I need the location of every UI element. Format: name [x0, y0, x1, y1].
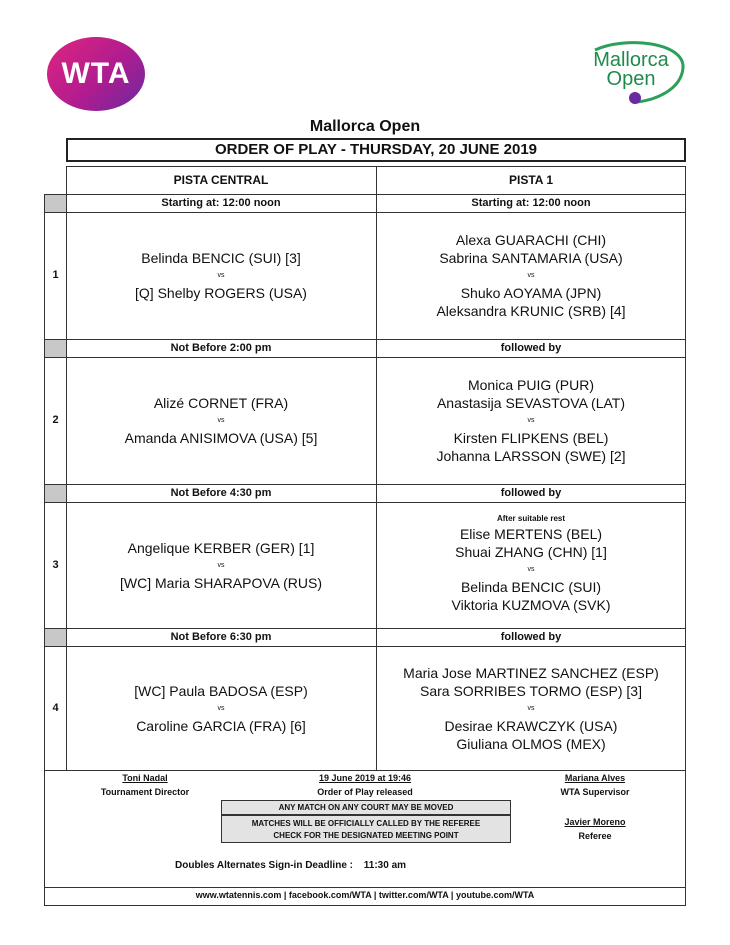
player: Sara SORRIBES TORMO (ESP) [3]: [420, 682, 642, 699]
round-number: 2: [52, 414, 59, 426]
round-right-start: Starting at: 12:00 noon: [471, 197, 591, 209]
player: Kirsten FLIPKENS (BEL): [453, 430, 609, 446]
player: [Q] Shelby ROGERS (USA): [135, 285, 307, 301]
match-central: [66, 539, 376, 592]
vs-label: vs: [217, 417, 225, 424]
notice-match-moved: ANY MATCH ON ANY COURT MAY BE MOVED: [221, 800, 511, 815]
referee-title: Referee: [578, 831, 612, 841]
round-header-marker: [45, 629, 66, 646]
wta-logo: [47, 37, 145, 111]
released-label: Order of Play released: [317, 787, 413, 797]
notice-called-line2: CHECK FOR THE DESIGNATED MEETING POINT: [273, 831, 459, 840]
player: Amanda ANISIMOVA (USA) [5]: [124, 430, 318, 446]
vs-label: vs: [217, 704, 225, 712]
released-date: 19 June 2019 at 19:46: [318, 773, 412, 783]
player: Maria Jose MARTINEZ SANCHEZ (ESP): [403, 664, 659, 681]
player: Desirae KRAWCZYK (USA): [444, 717, 618, 734]
player: Elise MERTENS (BEL): [459, 525, 603, 542]
mallorca-logo-line1: Mallorca: [593, 49, 669, 71]
round-header-marker: [45, 195, 66, 212]
match-central: [66, 682, 376, 735]
round-header-marker: [45, 340, 66, 357]
vs-label: vs: [527, 272, 535, 279]
rest-note: After suitable rest: [496, 513, 566, 523]
footer-links: www.wtatennis.com | facebook.com/WTA | twitter.com/WTA | youtube.com/WTA: [195, 890, 535, 900]
player: Monica PUIG (PUR): [467, 377, 595, 393]
supervisor-name: Mariana Alves: [564, 773, 626, 783]
doubles-deadline-label: Doubles Alternates Sign-in Deadline :: [175, 860, 353, 871]
player: Alexa GUARACHI (CHI): [455, 232, 607, 248]
notice-called-by-referee: [221, 815, 511, 843]
player: [WC] Paula BADOSA (ESP): [134, 682, 308, 699]
round-left-start: Not Before 6:30 pm: [170, 631, 272, 643]
round-number: 3: [52, 559, 59, 571]
doubles-deadline-time: 11:30 am: [363, 860, 407, 871]
round-right-start: followed by: [500, 631, 562, 643]
director-title: Tournament Director: [100, 787, 190, 797]
player: Caroline GARCIA (FRA) [6]: [136, 717, 306, 734]
player: Viktoria KUZMOVA (SVK): [451, 596, 611, 613]
vs-label: vs: [217, 272, 225, 279]
round-left-start: Starting at: 12:00 noon: [161, 197, 281, 209]
match-pista1: [376, 664, 686, 753]
player: Sabrina SANTAMARIA (USA): [439, 250, 623, 266]
player: Angelique KERBER (GER) [1]: [127, 539, 315, 556]
notice-called-line1: MATCHES WILL BE OFFICIALLY CALLED BY THE REFEREE: [251, 819, 481, 828]
vs-label: vs: [527, 704, 535, 712]
court-header-central: PISTA CENTRAL: [173, 173, 269, 187]
vs-label: vs: [527, 565, 535, 573]
player: Anastasija SEVASTOVA (LAT): [436, 395, 626, 411]
vs-label: vs: [527, 417, 535, 424]
round-number: 1: [52, 269, 59, 281]
player: Shuko AOYAMA (JPN): [460, 285, 602, 301]
player: [WC] Maria SHARAPOVA (RUS): [120, 574, 322, 591]
player: Belinda BENCIC (SUI) [3]: [141, 250, 301, 266]
page-title: Mallorca Open: [309, 118, 421, 135]
match-central: [66, 394, 376, 447]
round-right-start: followed by: [500, 342, 562, 354]
referee-name: Javier Moreno: [564, 817, 626, 827]
round-right-start: followed by: [500, 487, 562, 499]
match-pista1: [376, 513, 686, 614]
player: Johanna LARSSON (SWE) [2]: [436, 448, 626, 464]
match-central: [66, 249, 376, 302]
player: Giuliana OLMOS (MEX): [456, 735, 606, 752]
player: Alizé CORNET (FRA): [153, 395, 289, 411]
wta-logo-text: WTA: [61, 57, 131, 90]
match-pista1: [376, 231, 686, 320]
player: Aleksandra KRUNIC (SRB) [4]: [436, 303, 626, 319]
round-header-marker: [45, 485, 66, 502]
court-header-pista1: PISTA 1: [508, 173, 553, 187]
mallorca-logo-line2: Open: [606, 68, 656, 90]
player: Belinda BENCIC (SUI): [460, 578, 602, 595]
round-left-start: Not Before 4:30 pm: [170, 487, 272, 499]
supervisor-title: WTA Supervisor: [560, 787, 630, 797]
order-of-play-heading: ORDER OF PLAY - THURSDAY, 20 JUNE 2019: [66, 138, 686, 162]
doubles-deadline: [175, 860, 406, 871]
round-number: 4: [52, 702, 59, 714]
match-pista1: [376, 376, 686, 465]
director-name: Toni Nadal: [122, 773, 168, 783]
mallorca-open-logo: [575, 38, 687, 108]
round-left-start: Not Before 2:00 pm: [170, 342, 272, 354]
player: Shuai ZHANG (CHN) [1]: [455, 543, 607, 560]
vs-label: vs: [217, 561, 225, 569]
